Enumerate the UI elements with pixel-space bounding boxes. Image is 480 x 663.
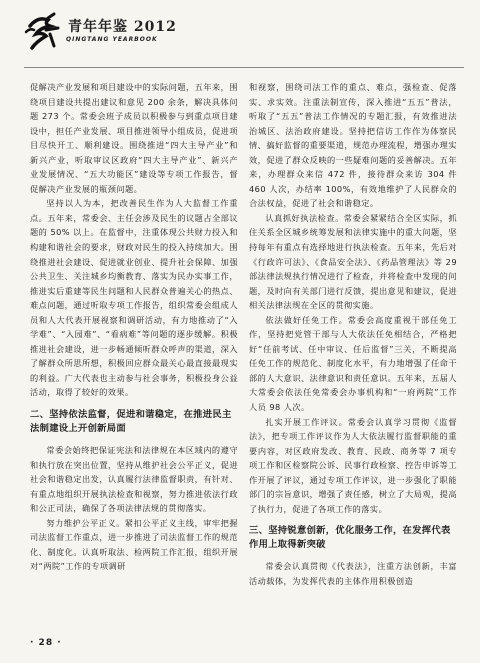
paragraph: 扎实开展工作评议。常委会认真学习贯彻《监督法》，把专项工作评议作为人大依法履行监督职能的重要内容，对区政府发改、教育、民政、商务等 7 项专项工作和区检察院公诉、民事行政检察、控告申诉等工作开展了评议，通过专项工作评议，进一步强化了职能部门的宗旨意识，增强了责任感，树立了大局观，提高了执行力，促进了各项工作的落实。: [249, 416, 457, 514]
paragraph: 和视察，围绕司法工作的重点、难点，强检查、促落实、求实效。注重法制宣传，深入推进“五五”普法，听取了“五五”普法工作情况的专题汇报，有效推进法治城区、法治政府建设。坚持把信访工作作为体察民情、搞好监督的重要渠道，规范办理流程，增强办理实效，促进了群众反映的一些疑难问题的妥善解决。五年来，办理群众来信 472 件，接待群众来访 304 件 460 人次，办结率 100%，有效地维护了人民群众的合法权益，促进了社会和谐稳定。: [249, 82, 457, 209]
brush-character-icon: [24, 12, 70, 52]
paragraph: 促解决产业发展和项目建设中的实际问题，五年来，围绕项目建设共提出建议和意见 200 余条，解决具体问题 273 个。常委会班子成员以积极参与到重点项目建设中，担任产业发展、项目推进领导小组成员，促进项目尽快开工、顺利建设。围绕推进“四大主导产业”和新兴产业，听取审议区政府“四大主导产业”、新兴产业发展情况、“五大功能区”建设等专项工作报告，督促解决产业发展的瓶颈问题。: [30, 82, 238, 194]
paragraph: 依法做好任免工作。常委会高度重视干部任免工作，坚持把党管干部与人大依法任免相结合，严格把好“任前考试、任中审议、任后监督”三关，不断提高任免工作的规范化、制度化水平，有力地增强了任命干部的人大意识、法律意识和责任意识。五年来，五届人大常委会依法任免常委会办事机构和“一府两院”工作人员 98 人次。: [249, 314, 457, 413]
yearbook-title: 青年年鉴 2012: [68, 19, 177, 35]
page-header: [24, 10, 464, 68]
yearbook-logo: [24, 10, 184, 66]
left-column: [30, 80, 238, 574]
header-divider: [24, 67, 464, 68]
paragraph: 认真抓好执法检查。常委会紧紧结合全区实际，抓住关系全区城乡统筹发展和法律实施中的重大问题，坚持每年有重点有选择地进行执法检查。五年来，先后对《行政许可法》、《食品安全法》、《药品管理法》等 29 部法律法规执行情况进行了检查，并将检查中发现的问题，及时向有关部门进行反馈，提出意见和建议，促进相关法律法规在全区的贯彻实施。: [249, 212, 457, 311]
yearbook-title-english: QINGTANG YEARBOOK: [66, 36, 158, 43]
paragraph: 坚持以人为本，把改善民生作为人大监督工作重点。五年来，常委会、主任会涉及民生的议题占全部议题的 50% 以上。在监督中，注重体现公共财力投入和构建和谐社会的要求，财政对民生的投入持续加大。围绕推进社会建设、促进就业创业、提升社会保障、加强公共卫生、关注城乡均衡教育、落实为民办实事工作，推进实后重建等民生问题和人民群众普遍关心的热点、难点问题，通过听取专项工作报告，组织常委会组成人员和人大代表开展视察和调研活动，有力地推动了“入学难”、“入园难”、“看病难”等问题的逐步缓解。积极推进社会建设，进一步畅通倾听群众呼声的渠道，深入了解群众所思所想，积极回应群众最关心最直接最现实的利益。广大代表也主动参与社会事务，积极投身公益活动，取得了较好的效果。: [30, 198, 238, 398]
section-heading: 三、坚持锐意创新，优化服务工作，在发挥代表作用上取得新突破: [249, 525, 451, 551]
paragraph: 常委会始终把保证宪法和法律规在本区域内的遵守和执行放在突出位置，坚持从维护社会公平正义，促进社会和谐稳定出发，认真履行法律监督职责，有针对、有重点地组织开展执法检查和视察，努力推进依法行政和公正司法，确保了各项法律法规的贯彻落实。: [30, 445, 238, 514]
page-number: · 28 ·: [30, 638, 62, 648]
right-column: [249, 80, 457, 589]
paragraph: 努力维护公平正义。紧扣公平正义主线，审牢把握司法监督工作重点，进一步推进了司法监督工作的规范化、制度化。认真听取法、检两院工作汇报，组织开展对“两院”工作的专项调研: [30, 517, 238, 572]
section-heading: 二、坚持依法监督，促进和谐稳定，在推进民主法制建设上开创新局面: [30, 409, 232, 435]
paragraph: 常委会认真贯彻《代表法》，注重方法创新，丰富活动载体，为发挥代表的主体作用积极创造: [249, 561, 457, 586]
